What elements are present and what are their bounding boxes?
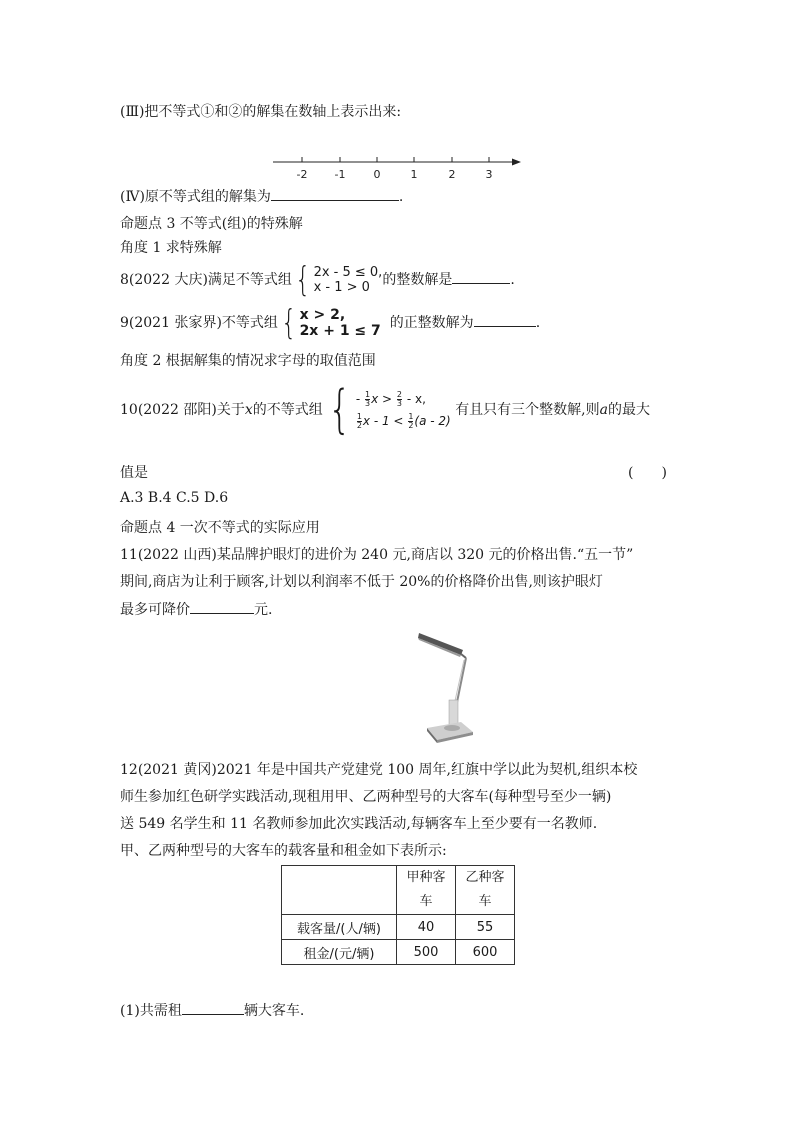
table-row xyxy=(282,915,515,940)
table-header-empty xyxy=(282,866,397,915)
table-cell: 载客量/(人/辆) xyxy=(282,915,397,940)
table-cell: 租金/(元/辆) xyxy=(282,940,397,965)
tick-label: 2 xyxy=(448,168,456,181)
inequality-system: { 2x - 5 ≤ 0, x - 1 > 0 xyxy=(295,260,383,300)
table-header-row xyxy=(282,866,515,915)
question-12-line1: 12(2021 黄冈)2021 年是中国共产党建党 100 周年,红旗中学以此为契机,组织本校 xyxy=(120,762,638,778)
tick-label: 0 xyxy=(373,168,381,181)
question-12-line4: 甲、乙两种型号的大客车的载客量和租金如下表所示: xyxy=(120,843,447,859)
tick-label: 3 xyxy=(485,168,493,181)
tick-label: 1 xyxy=(410,168,418,181)
answer-blank[interactable] xyxy=(452,269,510,284)
table-row xyxy=(282,940,515,965)
question-10: 10(2022 邵阳)关于x的不等式组 { - $\frac{1}{3}$ x > $\frac{2}{3}$ - x, $\frac{1}{2}$ x - 1 < $\frac{1}{2}$ (a - 2) 有且只有三个整数解,则a的最大 xyxy=(120,380,650,440)
number-line xyxy=(265,152,530,184)
question-9: 9(2021 张家界)不等式组 { x > 2, 2x + 1 ≤ 7 的正整数解为 . xyxy=(120,303,541,343)
table-header-cell: 甲种客 车 xyxy=(397,866,456,915)
tick-label: -2 xyxy=(296,168,308,181)
question-8: 8(2022 大庆)满足不等式组 { 2x - 5 ≤ 0, x - 1 > 0 的整数解是 . xyxy=(120,260,515,300)
inequality-system: { - $\frac{1}{3}$ x > $\frac{2}{3}$ - x, $\frac{1}{2}$ x - 1 < $\frac{1}{2}$ (a - 2) xyxy=(327,380,451,440)
question-11-line2: 期间,商店为让利于顾客,计划以利润率不低于 20%的价格降价出售,则该护眼灯 xyxy=(120,574,603,590)
question-10-line2: 值是 xyxy=(120,465,148,481)
question-11-line3: 最多可降价 元. xyxy=(120,599,272,620)
step3-text: (Ⅲ)把不等式①和②的解集在数轴上表示出来: xyxy=(120,104,402,120)
answer-blank[interactable] xyxy=(190,599,254,614)
arrow-right-icon xyxy=(512,159,521,166)
table-cell: 600 xyxy=(456,940,515,965)
answer-blank[interactable] xyxy=(182,1000,244,1015)
answer-blank[interactable] xyxy=(474,312,536,327)
question-12-line3: 送 549 名学生和 11 名教师参加此次实践活动,每辆客车上至少要有一名教师. xyxy=(120,816,598,832)
table-cell: 500 xyxy=(397,940,456,965)
table-cell: 40 xyxy=(397,915,456,940)
table-header-cell: 乙种客 车 xyxy=(456,866,515,915)
desk-lamp-image xyxy=(415,628,477,746)
step4: (Ⅳ)原不等式组的解集为 . xyxy=(120,186,403,207)
angle1-heading: 角度 1 求特殊解 xyxy=(120,240,222,256)
topic4-heading: 命题点 4 一次不等式的实际应用 xyxy=(120,520,320,536)
question-11-line1: 11(2022 山西)某品牌护眼灯的进价为 240 元,商店以 320 元的价格出售.“五一节” xyxy=(120,547,634,563)
angle2-heading: 角度 2 根据解集的情况求字母的取值范围 xyxy=(120,353,376,369)
bus-table xyxy=(281,865,515,965)
answer-blank[interactable] xyxy=(271,186,399,201)
inequality-system: { x > 2, 2x + 1 ≤ 7 xyxy=(281,303,381,343)
step4-text: (Ⅳ)原不等式组的解集为 xyxy=(120,189,271,205)
question-12-part1: (1)共需租 辆大客车. xyxy=(120,1000,304,1021)
question-10-options: A.3 B.4 C.5 D.6 xyxy=(120,490,229,506)
tick-label: -1 xyxy=(334,168,346,181)
question-12-line2: 师生参加红色研学实践活动,现租用甲、乙两种型号的大客车(每种型号至少一辆) xyxy=(120,789,612,805)
topic3-heading: 命题点 3 不等式(组)的特殊解 xyxy=(120,216,303,232)
table-cell: 55 xyxy=(456,915,515,940)
answer-parentheses[interactable]: ( ) xyxy=(628,465,667,481)
